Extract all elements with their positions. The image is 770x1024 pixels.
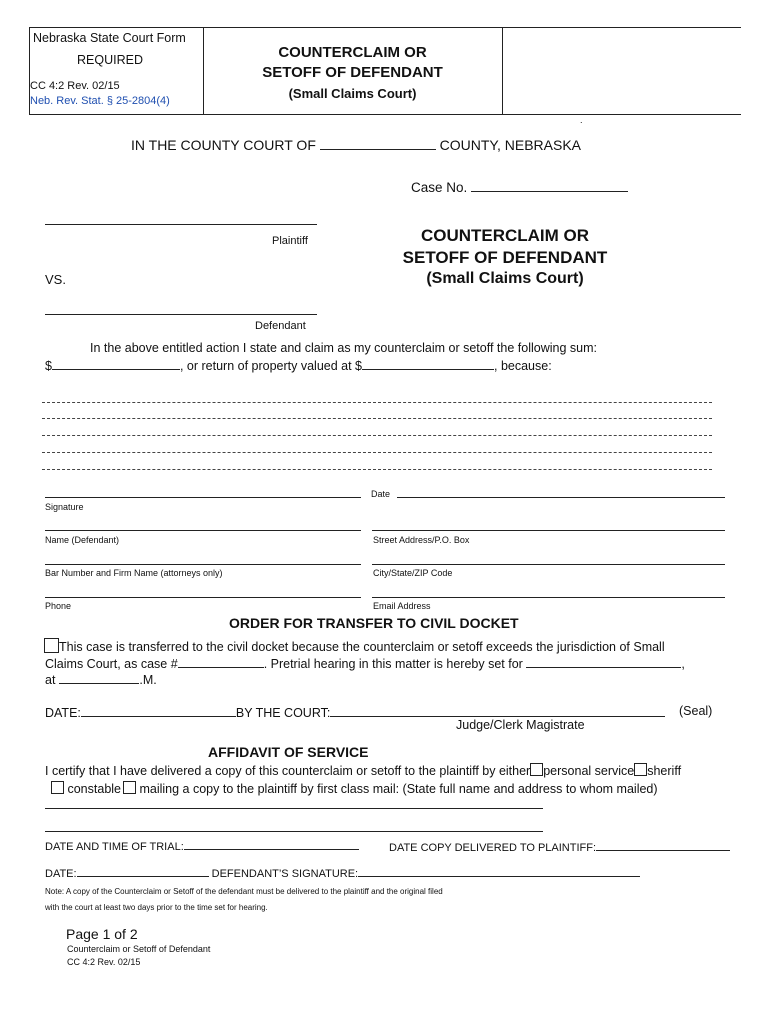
- case-no-label: Case No.: [411, 180, 468, 195]
- court-prefix: IN THE COUNTY COURT OF: [131, 137, 316, 153]
- sheriff-label: sheriff: [647, 764, 682, 778]
- bar-number-label: Bar Number and Firm Name (attorneys only): [45, 568, 223, 578]
- header-title-line3: (Small Claims Court): [288, 86, 417, 101]
- trial-row: [45, 837, 359, 853]
- order-date-label: DATE:: [45, 706, 81, 720]
- date-label: Date: [371, 489, 391, 499]
- civil-case-number-field[interactable]: [178, 655, 264, 668]
- order-line2: [45, 655, 685, 671]
- affidavit-line2: [51, 781, 658, 796]
- form-source: Nebraska State Court Form: [33, 31, 186, 45]
- defendant-label: Defendant: [255, 320, 306, 332]
- plaintiff-line[interactable]: [45, 224, 317, 225]
- page-number: Page 1 of 2: [66, 926, 138, 942]
- county-field[interactable]: [320, 137, 436, 150]
- header-dot: .: [580, 115, 583, 125]
- property-value-field[interactable]: [362, 357, 494, 370]
- phone-label: Phone: [45, 601, 72, 611]
- phone-field[interactable]: [45, 597, 361, 598]
- delivered-label: DATE COPY DELIVERED TO PLAINTIFF:: [389, 842, 597, 854]
- footer-form-number: CC 4:2 Rev. 02/15: [67, 957, 141, 967]
- defendant-line[interactable]: [45, 314, 317, 315]
- constable-checkbox[interactable]: [51, 781, 64, 794]
- pretrial-date-field[interactable]: [526, 655, 681, 668]
- personal-service-label: personal service: [543, 764, 635, 778]
- name-label: Name (Defendant): [45, 535, 120, 545]
- defendant-signature-field[interactable]: [358, 864, 640, 877]
- by-court-label: BY THE COURT:: [235, 706, 331, 720]
- mailing-address-line-1[interactable]: [45, 808, 543, 809]
- order-heading: ORDER FOR TRANSFER TO CIVIL DOCKET: [229, 615, 519, 631]
- reason-line-3[interactable]: [42, 435, 712, 436]
- reason-line-2[interactable]: [42, 418, 712, 419]
- affidavit-heading: AFFIDAVIT OF SERVICE: [208, 744, 369, 760]
- email-field[interactable]: [372, 597, 725, 598]
- header-bottom-border: [29, 114, 741, 115]
- note-line2: with the court at least two days prior to the time set for hearing.: [45, 903, 268, 912]
- footer-form-name: Counterclaim or Setoff of Defendant: [67, 944, 211, 954]
- case-number-field[interactable]: [471, 179, 628, 192]
- court-suffix: COUNTY, NEBRASKA: [439, 137, 581, 153]
- judge-signature-field[interactable]: [330, 704, 665, 717]
- delivered-date-field[interactable]: [596, 838, 730, 851]
- affidavit-date-field[interactable]: [77, 864, 209, 877]
- mailing-checkbox[interactable]: [123, 781, 136, 794]
- dollar-sign: $: [45, 359, 52, 373]
- reason-line-4[interactable]: [42, 452, 712, 453]
- required-label: REQUIRED: [77, 53, 143, 67]
- statute-link[interactable]: Neb. Rev. Stat. § 25-2804(4): [30, 95, 170, 107]
- judge-label: Judge/Clerk Magistrate: [456, 718, 585, 732]
- order-line2a: Claims Court, as case #: [45, 657, 178, 671]
- parties-title-line2: SETOFF OF DEFENDANT: [402, 248, 608, 267]
- header-top-border: [29, 27, 741, 28]
- order-line2b: . Pretrial hearing in this matter is hereby set for: [263, 657, 523, 671]
- street-field[interactable]: [372, 530, 725, 531]
- note-line1: Note: A copy of the Counterclaim or Setoff of the defendant must be delivered to the plaintiff and the original filed: [45, 887, 443, 896]
- email-label: Email Address: [373, 601, 431, 611]
- sheriff-checkbox[interactable]: [634, 763, 647, 776]
- constable-label: constable: [67, 782, 121, 796]
- return-property-text: , or return of property valued at $: [179, 359, 362, 373]
- order-line3a: at: [45, 673, 56, 687]
- seal-label: (Seal): [679, 704, 713, 718]
- because-text: , because:: [494, 359, 552, 373]
- claim-intro: In the above entitled action I state and claim as my counterclaim or setoff the following sum:: [90, 341, 597, 355]
- order-line2c: ,: [681, 657, 685, 671]
- court-line: [131, 137, 581, 153]
- personal-service-checkbox[interactable]: [530, 763, 543, 776]
- header-title-line2: SETOFF OF DEFENDANT: [262, 64, 443, 81]
- parties-title-line3: (Small Claims Court): [426, 270, 584, 287]
- reason-line-1[interactable]: [42, 402, 712, 403]
- affidavit-line1: [45, 763, 681, 778]
- order-line1: [44, 638, 665, 654]
- case-number-row: [411, 179, 628, 195]
- affidavit-date-label: DATE:: [45, 868, 77, 880]
- order-line3: [45, 671, 157, 687]
- signature-label: Signature: [45, 502, 84, 512]
- claim-amount-row: [45, 357, 552, 373]
- vs-label: VS.: [45, 272, 66, 287]
- order-date-field[interactable]: [81, 704, 236, 717]
- header-title-line1: COUNTERCLAIM OR: [278, 44, 427, 61]
- pretrial-hour-field[interactable]: [59, 671, 109, 684]
- header-form-number: CC 4:2 Rev. 02/15: [30, 80, 120, 92]
- pretrial-minute-field[interactable]: [109, 671, 139, 684]
- claim-amount-field[interactable]: [52, 357, 180, 370]
- trial-date-field[interactable]: [184, 837, 359, 850]
- order-line3b: .M.: [139, 673, 157, 687]
- parties-title-line1: COUNTERCLAIM OR: [420, 226, 590, 245]
- mailing-label: mailing a copy to the plaintiff by first class mail: (State full name and address to whom mailed): [139, 782, 658, 796]
- transfer-checkbox[interactable]: [44, 638, 59, 653]
- name-field[interactable]: [45, 530, 361, 531]
- trial-label: DATE AND TIME OF TRIAL:: [45, 841, 184, 853]
- date-field[interactable]: [397, 497, 725, 498]
- signature-field[interactable]: [45, 497, 361, 498]
- header-divider-2: [502, 27, 503, 114]
- mailing-address-line-2[interactable]: [45, 831, 543, 832]
- order-line1-text: This case is transferred to the civil docket because the counterclaim or setoff exceeds the jurisdiction of Small: [59, 640, 665, 654]
- street-label: Street Address/P.O. Box: [373, 535, 470, 545]
- affidavit-line1-text: I certify that I have delivered a copy of this counterclaim or setoff to the plaintiff by either: [45, 764, 531, 778]
- plaintiff-label: Plaintiff: [272, 235, 308, 247]
- bar-number-field[interactable]: [45, 564, 361, 565]
- city-label: City/State/ZIP Code: [373, 568, 453, 578]
- delivered-row: [389, 838, 730, 854]
- defendant-signature-label: DEFENDANT’S SIGNATURE:: [211, 868, 359, 880]
- reason-line-5[interactable]: [42, 469, 712, 470]
- affidavit-sign-row: [45, 864, 640, 880]
- city-field[interactable]: [372, 564, 725, 565]
